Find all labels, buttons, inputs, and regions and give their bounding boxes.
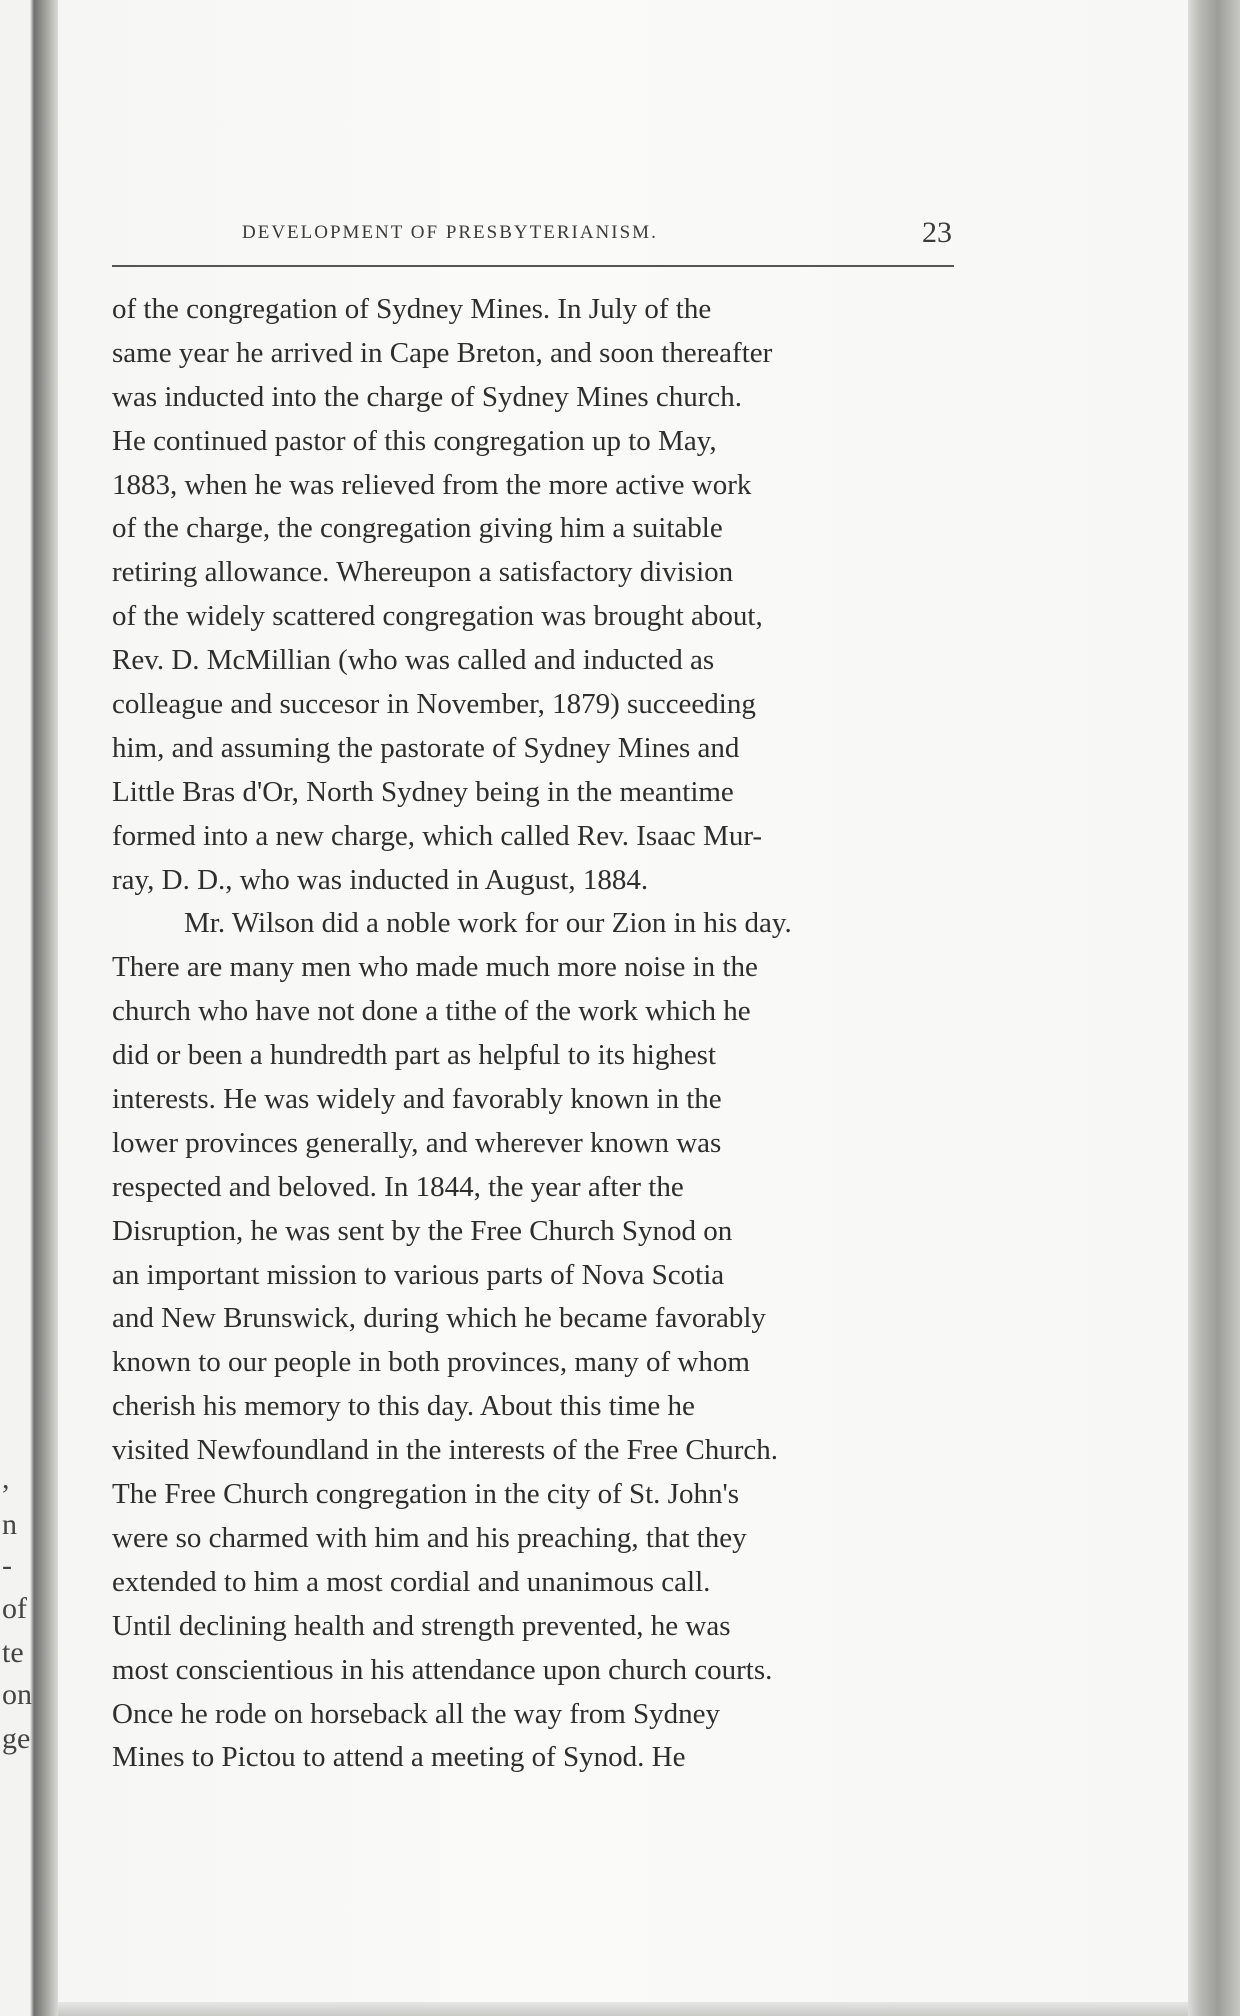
previous-page-fragment: n [2,1508,17,1541]
page-bottom-edge [58,2002,1188,2016]
previous-page-fragment: - [2,1549,12,1582]
text-line: him, and assuming the pastorate of Sydney Mines and [112,731,740,764]
text-line: The Free Church congregation in the city of St. John's [112,1478,739,1511]
header-rule [112,265,954,267]
paragraph-first-line: Mr. Wilson did a noble work for our Zion in his day. [184,907,792,940]
text-line: He continued pastor of this congregation up to May, [112,424,717,457]
text-line: Until declining health and strength prevented, he was [112,1609,731,1642]
text-line: formed into a new charge, which called Rev. Isaac Mur- [112,819,763,852]
text-line: Mines to Pictou to attend a meeting of Synod. He [112,1741,686,1774]
page-number: 23 [922,216,952,249]
previous-page-fragment: of [2,1592,27,1625]
text-line: Rev. D. McMillian (who was called and inducted as [112,644,715,677]
text-line: cherish his memory to this day. About this time he [112,1390,695,1423]
text-line: 1883, when he was relieved from the more active work [112,468,752,501]
text-line: respected and beloved. In 1844, the year after the [112,1170,684,1203]
page-stack-edge [1188,0,1240,2016]
text-line: extended to him a most cordial and unanimous call. [112,1565,711,1598]
text-line: lower provinces generally, and wherever known was [112,1126,722,1159]
running-head: DEVELOPMENT OF PRESBYTERIANISM. [242,222,658,243]
text-line: Disruption, he was sent by the Free Church Synod on [112,1214,733,1247]
text-line: were so charmed with him and his preaching, that they [112,1521,747,1554]
text-line: colleague and succesor in November, 1879) succeeding [112,688,756,721]
body-text [112,288,972,1780]
text-line: Little Bras d'Or, North Sydney being in the meantime [112,775,734,808]
text-line: retiring allowance. Whereupon a satisfactory division [112,556,734,589]
previous-page-fragment: on [2,1678,32,1711]
page-header [112,216,952,256]
text-line: interests. He was widely and favorably known in the [112,1083,722,1116]
previous-page-fragment: ge [2,1722,31,1755]
previous-page-fragment: te [2,1636,24,1669]
text-line: of the widely scattered congregation was brought about, [112,600,763,633]
text-line: of the charge, the congregation giving him a suitable [112,512,723,545]
text-line: Once he rode on horseback all the way from Sydney [112,1697,720,1730]
text-line: did or been a hundredth part as helpful to its highest [112,1039,717,1072]
text-line: known to our people in both provinces, many of whom [112,1346,750,1379]
text-line: same year he arrived in Cape Breton, and soon thereafter [112,336,773,369]
text-line: church who have not done a tithe of the work which he [112,995,751,1028]
text-line: ray, D. D., who was inducted in August, 1884. [112,863,649,896]
previous-page-fragment: , [2,1462,10,1495]
text-line: visited Newfoundland in the interests of the Free Church. [112,1434,779,1467]
text-line: was inducted into the charge of Sydney Mines church. [112,380,743,413]
text-line: most conscientious in his attendance upon church courts. [112,1653,773,1686]
text-line: There are many men who made much more noise in the [112,951,758,984]
text-line: of the congregation of Sydney Mines. In July of the [112,293,712,325]
text-line: and New Brunswick, during which he became favorably [112,1302,766,1335]
previous-page-edge-text [0,0,30,2016]
text-line: an important mission to various parts of Nova Scotia [112,1258,725,1291]
